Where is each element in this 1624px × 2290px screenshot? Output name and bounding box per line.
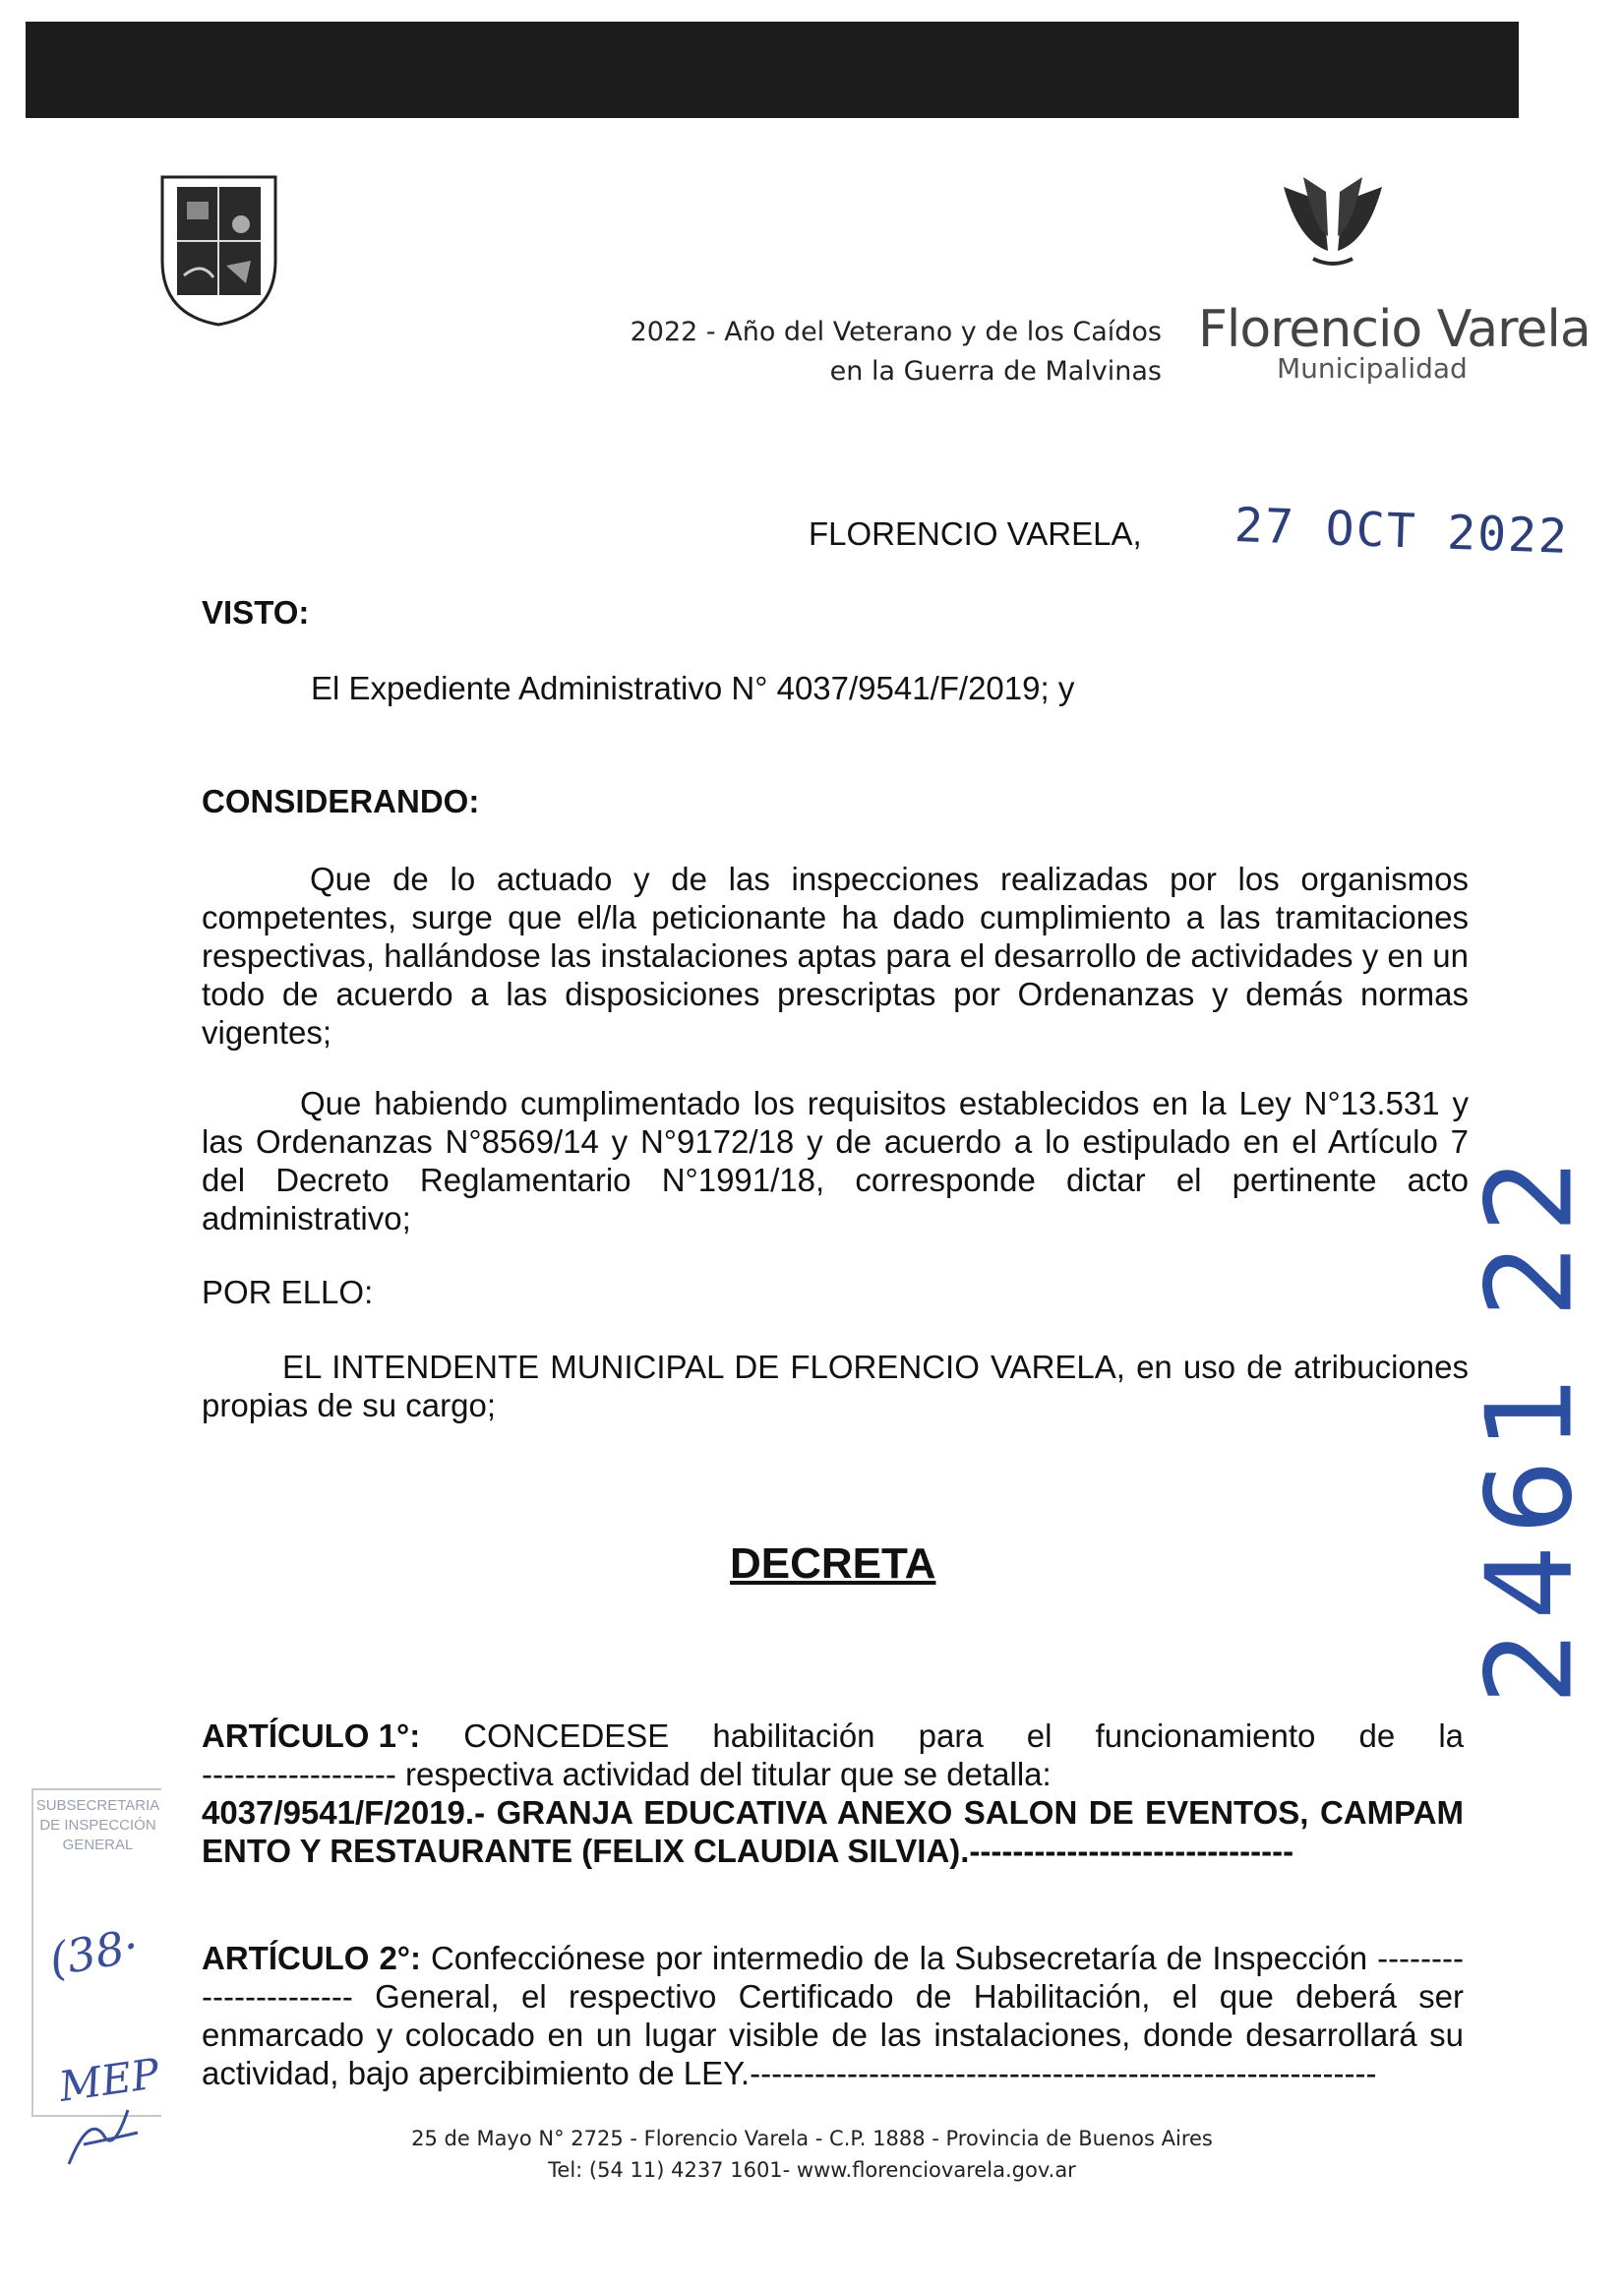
dateline-place: FLORENCIO VARELA, [809,515,1142,552]
side-decree-number-stamp [1454,1147,1606,1706]
florencio-varela-logo-icon [1279,172,1387,271]
article-1-label: ARTÍCULO 1°: [202,1718,421,1754]
considerando-paragraph-1: Que de lo actuado y de las inspecciones realizadas por los organismos competentes, surge que el/la peticionante ha dado cumplimiento a las tramitaciones respectivas, hallándose las instalaciones aptas para el desarrollo de actividades y en un todo de acuerdo a las disposiciones prescriptas por Ordenanzas y demás normas vigentes; [202,861,1469,1051]
visto-text: El Expediente Administrativo N° 4037/9541/F/2019; y [311,670,1075,706]
date-stamp: 27 OCT 2022 [1233,498,1570,565]
municipal-seal-icon [152,167,285,330]
scan-top-bar [26,22,1519,118]
side-decree-number: 2461 22 [1462,1147,1598,1706]
considerando-paragraph-2: Que habiendo cumplimentado los requisitos establecidos en la Ley N°13.531 y las Ordenanzas N°8569/14 y N°9172/18 y de acuerdo a lo estipulado en el Artículo 7 del Decreto Reglamentario N°1991/18, corresponde dictar el pertinente acto administrativo; [202,1085,1469,1236]
brand-name: Florencio Varela [1198,300,1591,359]
article-2-label: ARTÍCULO 2°: [202,1940,421,1976]
handwritten-initial-1: (38· [45,1918,144,1987]
article-1-word: de [1358,1718,1396,1754]
margin-stamp-line: DE INSPECCIÓN [39,1817,156,1834]
por-ello: POR ELLO: [202,1274,374,1310]
year-motto [631,313,1162,392]
article-1-word: CONCEDESE [463,1718,670,1754]
margin-stamp-text [31,1796,164,1855]
considerando-heading: CONSIDERANDO: [202,783,480,819]
footer [0,2123,1624,2186]
handwritten-initial-2: MEP [56,2049,162,2111]
article-1-line-2: ------------------ respectiva actividad del titular que se detalla: [202,1756,1052,1792]
visto-heading: VISTO: [202,594,310,631]
brand-subtitle: Municipalidad [1277,352,1468,385]
article-1 [202,1717,1464,1870]
margin-stamp-line: SUBSECRETARIA [35,1797,160,1814]
article-2 [202,1939,1464,2092]
article-1-word: el [1026,1718,1053,1754]
decreta-heading: DECRETA [730,1539,936,1588]
article-1-word: la [1438,1718,1464,1754]
motto-line-1: 2022 - Año del Veterano y de los Caídos [630,317,1162,347]
article-1-line-1 [202,1717,1464,1755]
intendente-paragraph: EL INTENDENTE MUNICIPAL DE FLORENCIO VARELA, en uso de atribuciones propias de su cargo; [202,1349,1469,1423]
article-1-detail: 4037/9541/F/2019.- GRANJA EDUCATIVA ANEXO SALON DE EVENTOS, CAMPAMENTO Y RESTAURANTE (FELIX CLAUDIA SILVIA).------------------------------ [202,1794,1464,1869]
motto-line-2: en la Guerra de Malvinas [829,356,1162,387]
article-2-text: Confecciónese por intermedio de la Subsecretaría de Inspección ---------------------- General, el respectivo Certificado de Habilitación, el que deberá ser enmarcado y colocado en un lugar visible de las instalaciones, donde desarrollará su actividad, bajo apercibimiento de LEY.---------------------------------------------------------- [202,1940,1464,2091]
article-1-word: funcionamiento [1095,1718,1316,1754]
article-1-word: habilitación [712,1718,875,1754]
article-1-word: para [918,1718,984,1754]
margin-stamp-line: GENERAL [62,1837,134,1853]
footer-address: 25 de Mayo N° 2725 - Florencio Varela - C.P. 1888 - Provincia de Buenos Aires [411,2127,1213,2150]
footer-contact: Tel: (54 11) 4237 1601- www.florenciovarela.gov.ar [548,2158,1076,2182]
